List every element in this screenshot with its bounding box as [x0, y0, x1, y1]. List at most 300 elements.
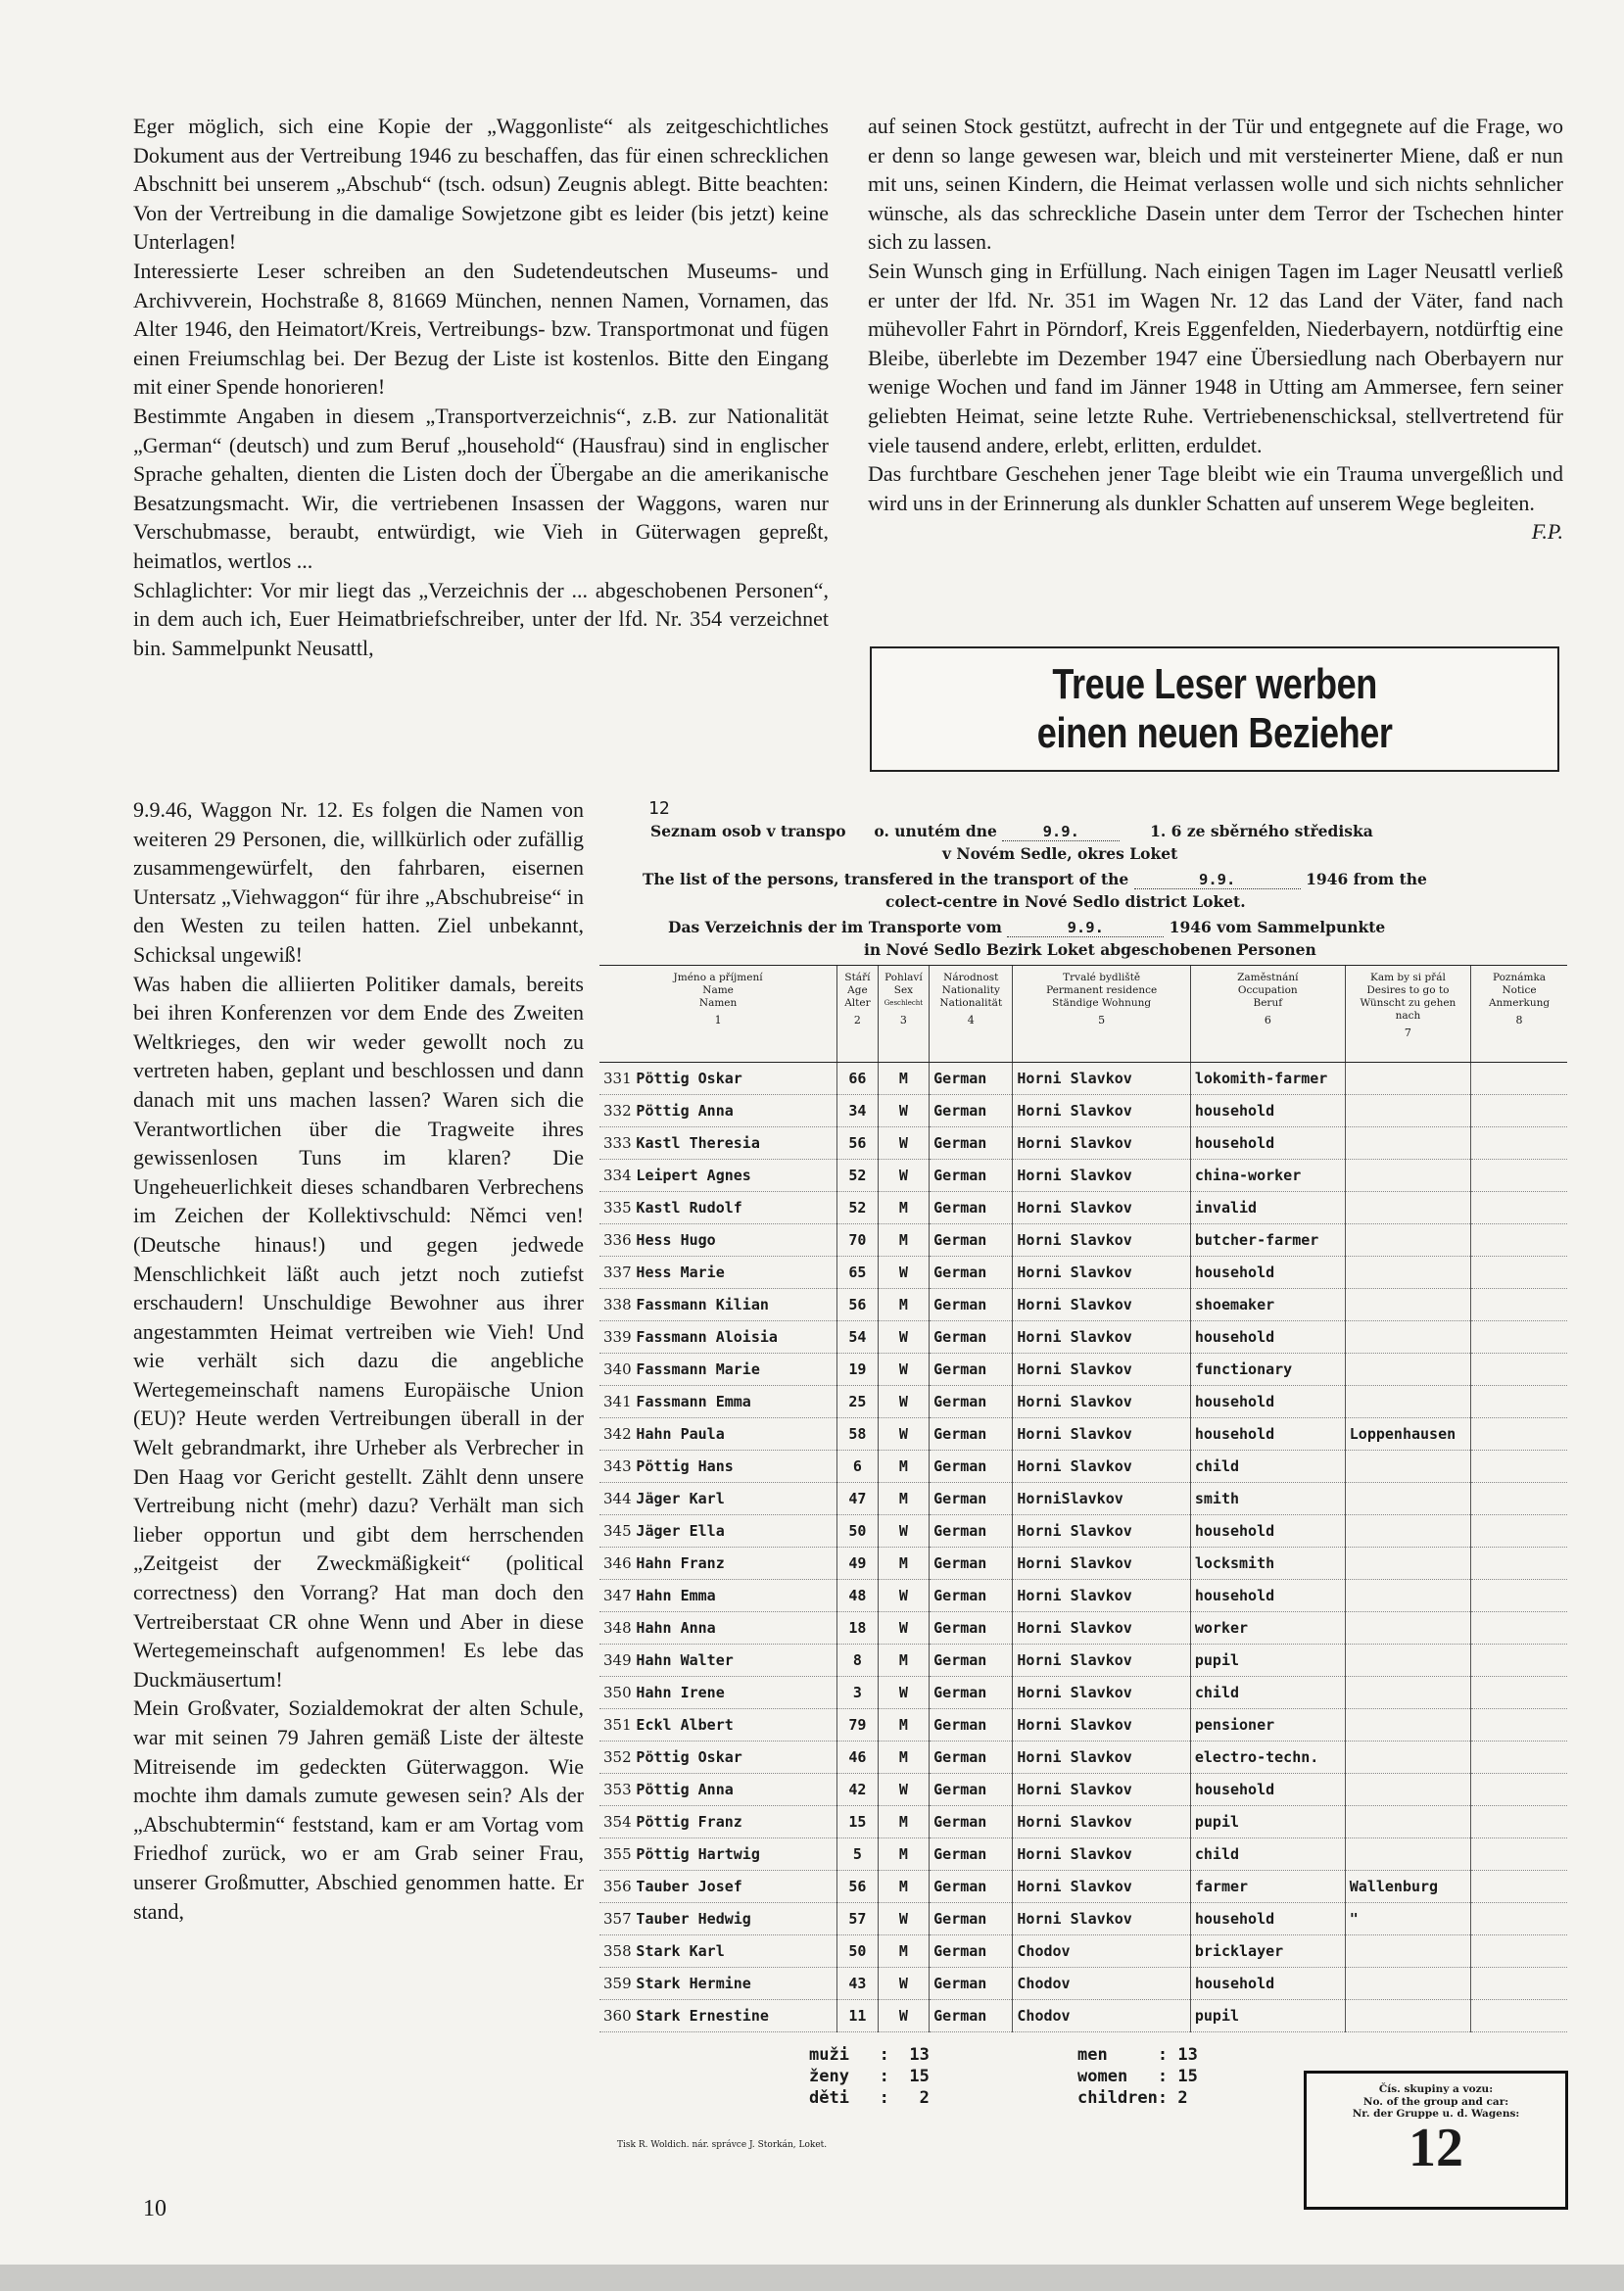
header-english-line2: colect-centre in Nové Sedlo district Loket.: [885, 892, 1246, 911]
article-column-right: [868, 112, 1563, 547]
paragraph: auf seinen Stock gestützt, aufrecht in der Tür und entgegnete auf die Frage, wo er denn so lange gewesen war, bleich und mit versteinerter Miene, daß er nun mit uns, seinen Kindern, die Heimat verlassen wolle und sich nichts sehnlicher wünsche, als das schreckliche Dasein unter dem Terror der Tschechen hinter sich zu lassen.: [868, 114, 1563, 255]
table-row: [599, 1483, 1567, 1515]
cell-name: [599, 1451, 837, 1483]
cell-occupation: household: [1190, 1968, 1345, 2000]
cell-residence: Horni Slavkov: [1013, 1580, 1190, 1612]
table-row: [599, 1063, 1567, 1095]
cell-age: 19: [837, 1354, 879, 1386]
table-row: [599, 1968, 1567, 2000]
cell-residence: Horni Slavkov: [1013, 1871, 1190, 1903]
cell-residence: Horni Slavkov: [1013, 1645, 1190, 1677]
cell-residence: Horni Slavkov: [1013, 1774, 1190, 1806]
cell-occupation: household: [1190, 1418, 1345, 1451]
column-header-notice: Poznámka Notice Anmerkung 8: [1471, 966, 1567, 1063]
table-row: [599, 1515, 1567, 1548]
wagon-number-top: 12: [648, 798, 670, 819]
cell-nationality: German: [930, 1968, 1013, 2000]
person-name: Hahn Emma: [636, 1587, 716, 1604]
table-row: [599, 1548, 1567, 1580]
cell-name: [599, 1548, 837, 1580]
person-name: Leipert Agnes: [636, 1167, 751, 1184]
row-number: 337: [603, 1264, 632, 1281]
promo-line-1: Treue Leser werben: [1052, 660, 1377, 708]
row-number: 342: [603, 1425, 632, 1443]
cell-residence: Horni Slavkov: [1013, 1063, 1190, 1095]
cell-residence: Horni Slavkov: [1013, 1127, 1190, 1160]
cell-residence: Horni Slavkov: [1013, 1321, 1190, 1354]
persons-table: [599, 965, 1567, 2032]
cell-residence: Horni Slavkov: [1013, 1612, 1190, 1645]
paragraph: 9.9.46, Waggon Nr. 12. Es folgen die Namen von weiteren 29 Personen, die, willkürlich oder zufällig zusammengewürfelt, den fahrbaren, eisernen Untersatz „Viehwaggon“ für ihre „Abschubreise“ in den Westen zu teilen hatten. Ziel unbekannt, Schicksal ungewiß!: [133, 797, 584, 967]
cell-notice: [1471, 1386, 1567, 1418]
cell-name: [599, 1580, 837, 1612]
cell-occupation: butcher-farmer: [1190, 1224, 1345, 1257]
table-row: [599, 1742, 1567, 1774]
cell-residence: Chodov: [1013, 1968, 1190, 2000]
cell-occupation: household: [1190, 1515, 1345, 1548]
cell-sex: W: [878, 1580, 929, 1612]
row-number: 360: [603, 2007, 632, 2025]
paragraph: Interessierte Leser schreiben an den Sudetendeutschen Museums- und Archivverein, Hochstraße 8, 81669 München, nennen Namen, Vornamen, das Alter 1946, den Heimatort/Kreis, Vertreibungs- bzw. Transportmonat und fügen einen Freiumschlag bei. Der Bezug der Liste ist kostenlos. Bitte den Eingang mit einer Spende honorieren!: [133, 258, 829, 400]
cell-age: 70: [837, 1224, 879, 1257]
cell-sex: M: [878, 1838, 929, 1871]
table-row: [599, 2000, 1567, 2032]
header-english: The list of the persons, transfered in the transport of the 9.9. 1946 from the: [643, 870, 1427, 888]
cell-notice: [1471, 1709, 1567, 1742]
cell-nationality: German: [930, 1127, 1013, 1160]
cell-sex: W: [878, 1127, 929, 1160]
cell-nationality: German: [930, 1192, 1013, 1224]
cell-notice: [1471, 1418, 1567, 1451]
cell-nationality: German: [930, 1774, 1013, 1806]
row-number: 349: [603, 1651, 632, 1669]
person-name: Hess Marie: [636, 1264, 725, 1281]
person-name: Pöttig Hans: [636, 1457, 734, 1475]
cell-age: 5: [837, 1838, 879, 1871]
cell-occupation: household: [1190, 1386, 1345, 1418]
table-row: [599, 1871, 1567, 1903]
cell-nationality: German: [930, 1838, 1013, 1871]
promo-box: [870, 646, 1559, 772]
paragraph: Was haben die alliierten Politiker damals, bereits bei ihren Konferenzen vor dem Ende des Zweiten Weltkrieges, den wir weder gewollt noch zu vertreten haben, geplant und beschlossen und dann danach mit uns machen lassen? Waren sich die Verantwortlichen über die Tragweite ihres gewissenlosen Tuns im klaren? Die Ungeheuerlichkeit dieses schandbaren Verbrechens im Zeichen der Kollektivschuld: Němci ven! (Deutsche hinaus!) und gegen jedwede Menschlichkeit läßt auch jetzt noch zutiefst erschaudern! Unschuldige Bewohner aus ihrer angestammten Heimat vertreiben wie Vieh! Und wie verhält sich dazu die angebliche Wertegemeinschaft namens Europäische Union (EU)? Heute werden Vertreibungen überall in der Welt gebrandmarkt, ihre Urheber als Verbrecher in Den Haag vor Gericht gestellt. Zählt denn unsere Vertreibung nicht (mehr) dazu? Verhält man sich lieber opportun und gibt dem herrschenden „Zeitgeist der Zweckmäßigkeit“ (political correctness) den Vorrang? Hat man doch den Vertreiberstaat CR ohne Wenn und Aber in diese Wertegemeinschaft aufgenommen! Es lebe das Duckmäusertum!: [133, 971, 584, 1692]
cell-nationality: German: [930, 1224, 1013, 1257]
table-row: [599, 1160, 1567, 1192]
cell-destination: [1345, 1515, 1470, 1548]
cell-age: 56: [837, 1871, 879, 1903]
person-name: Kastl Rudolf: [636, 1199, 742, 1217]
header-german-line2: in Nové Sedlo Bezirk Loket abgeschobenen Personen: [864, 940, 1316, 959]
row-number: 353: [603, 1781, 632, 1798]
cell-sex: W: [878, 1774, 929, 1806]
cell-age: 65: [837, 1257, 879, 1289]
cell-sex: W: [878, 1321, 929, 1354]
cell-destination: ": [1345, 1903, 1470, 1935]
cell-residence: Horni Slavkov: [1013, 1742, 1190, 1774]
cell-occupation: china-worker: [1190, 1160, 1345, 1192]
person-name: Pöttig Franz: [636, 1813, 742, 1831]
row-number: 343: [603, 1457, 632, 1475]
header-czech-line2: v Novém Sedle, okres Loket: [942, 844, 1178, 863]
cell-occupation: child: [1190, 1677, 1345, 1709]
cell-sex: W: [878, 2000, 929, 2032]
cell-residence: Horni Slavkov: [1013, 1548, 1190, 1580]
cell-notice: [1471, 1451, 1567, 1483]
cell-age: 15: [837, 1806, 879, 1838]
cell-notice: [1471, 1580, 1567, 1612]
paragraph: Schlaglichter: Vor mir liegt das „Verzeichnis der ... abgeschobenen Personen“, in dem auch ich, Euer Heimatbriefschreiber, unter der lfd. Nr. 354 verzeichnet bin. Sammelpunkt Neusattl,: [133, 577, 829, 660]
cell-destination: [1345, 1354, 1470, 1386]
cell-destination: [1345, 1709, 1470, 1742]
table-row: [599, 1935, 1567, 1968]
column-header-name: Jméno a příjmení Name Namen 1: [599, 966, 837, 1063]
table-row: [599, 1645, 1567, 1677]
article-column-left-narrow: [133, 795, 584, 1926]
cell-sex: M: [878, 1935, 929, 1968]
table-row: [599, 1386, 1567, 1418]
cell-notice: [1471, 1903, 1567, 1935]
cell-residence: Horni Slavkov: [1013, 1838, 1190, 1871]
row-number: 332: [603, 1102, 632, 1120]
cell-destination: Loppenhausen: [1345, 1418, 1470, 1451]
cell-notice: [1471, 1483, 1567, 1515]
cell-nationality: German: [930, 1612, 1013, 1645]
column-header-destination: Kam by si přál Desires to go to Wünscht zu gehen nach 7: [1345, 966, 1470, 1063]
cell-nationality: German: [930, 1515, 1013, 1548]
group-box-labels: Čís. skupiny a vozu: No. of the group and car: Nr. der Gruppe u. d. Wagens:: [1352, 2083, 1520, 2120]
cell-occupation: locksmith: [1190, 1548, 1345, 1580]
row-number: 340: [603, 1360, 632, 1378]
cell-sex: W: [878, 1257, 929, 1289]
cell-sex: M: [878, 1289, 929, 1321]
cell-occupation: household: [1190, 1095, 1345, 1127]
person-name: Fassmann Aloisia: [636, 1328, 778, 1346]
cell-age: 56: [837, 1127, 879, 1160]
cell-residence: Horni Slavkov: [1013, 1160, 1190, 1192]
person-name: Hahn Irene: [636, 1684, 725, 1701]
person-name: Fassmann Kilian: [636, 1296, 769, 1313]
cell-age: 3: [837, 1677, 879, 1709]
promo-line-2: einen neuen Bezieher: [1036, 709, 1393, 757]
cell-residence: Horni Slavkov: [1013, 1386, 1190, 1418]
column-header-occupation: Zaměstnání Occupation Beruf 6: [1190, 966, 1345, 1063]
cell-destination: [1345, 1095, 1470, 1127]
cell-occupation: household: [1190, 1321, 1345, 1354]
cell-destination: [1345, 1063, 1470, 1095]
cell-occupation: electro-techn.: [1190, 1742, 1345, 1774]
cell-name: [599, 2000, 837, 2032]
cell-name: [599, 1774, 837, 1806]
cell-age: 66: [837, 1063, 879, 1095]
person-name: Stark Ernestine: [636, 2007, 769, 2025]
cell-destination: Wallenburg: [1345, 1871, 1470, 1903]
cell-name: [599, 1742, 837, 1774]
cell-destination: [1345, 2000, 1470, 2032]
cell-nationality: German: [930, 2000, 1013, 2032]
cell-sex: M: [878, 1224, 929, 1257]
cell-age: 56: [837, 1289, 879, 1321]
row-number: 358: [603, 1942, 632, 1960]
cell-destination: [1345, 1483, 1470, 1515]
person-name: Pöttig Anna: [636, 1102, 734, 1120]
cell-notice: [1471, 1354, 1567, 1386]
cell-sex: W: [878, 1095, 929, 1127]
person-name: Hahn Walter: [636, 1651, 734, 1669]
row-number: 344: [603, 1490, 632, 1507]
cell-age: 52: [837, 1160, 879, 1192]
cell-occupation: household: [1190, 1903, 1345, 1935]
cell-residence: Horni Slavkov: [1013, 1515, 1190, 1548]
cell-destination: [1345, 1192, 1470, 1224]
paragraph: Sein Wunsch ging in Erfüllung. Nach einigen Tagen im Lager Neusattl verließ er unter der lfd. Nr. 351 im Wagen Nr. 12 das Land der Väter, fand nach mühevoller Fahrt in Pörndorf, Kreis Eggenfelden, Niederbayern, notdürftig eine Bleibe, überlebte im Dezember 1947 eine Übersiedlung nach Oberbayern nur wenige Wochen und fand im Jänner 1948 in Utting am Ammersee, fern seiner geliebten Heimat, seine letzte Ruhe. Vertriebenenschicksal, stellvertretend für viele tausend andere, erlebt, erlitten, erduldet.: [868, 258, 1563, 457]
cell-nationality: German: [930, 1257, 1013, 1289]
cell-destination: [1345, 1386, 1470, 1418]
cell-name: [599, 1645, 837, 1677]
cell-age: 8: [837, 1645, 879, 1677]
cell-name: [599, 1677, 837, 1709]
cell-name: [599, 1095, 837, 1127]
cell-age: 47: [837, 1483, 879, 1515]
header-german: Das Verzeichnis der im Transporte vom 9.9. 1946 vom Sammelpunkte: [668, 918, 1386, 936]
row-number: 348: [603, 1619, 632, 1637]
cell-sex: M: [878, 1483, 929, 1515]
person-name: Kastl Theresia: [636, 1134, 760, 1152]
table-row: [599, 1192, 1567, 1224]
cell-age: 58: [837, 1418, 879, 1451]
cell-nationality: German: [930, 1935, 1013, 1968]
cell-destination: [1345, 1257, 1470, 1289]
row-number: 355: [603, 1845, 632, 1863]
cell-nationality: German: [930, 1418, 1013, 1451]
cell-occupation: household: [1190, 1774, 1345, 1806]
cell-sex: W: [878, 1677, 929, 1709]
row-number: 357: [603, 1910, 632, 1928]
cell-age: 46: [837, 1742, 879, 1774]
cell-age: 11: [837, 2000, 879, 2032]
cell-residence: Horni Slavkov: [1013, 1677, 1190, 1709]
cell-notice: [1471, 1160, 1567, 1192]
cell-sex: M: [878, 1451, 929, 1483]
person-name: Pöttig Oskar: [636, 1070, 742, 1087]
cell-sex: M: [878, 1742, 929, 1774]
cell-notice: [1471, 1257, 1567, 1289]
table-row: [599, 1289, 1567, 1321]
cell-name: [599, 1386, 837, 1418]
person-name: Fassmann Marie: [636, 1360, 760, 1378]
person-name: Stark Hermine: [636, 1975, 751, 1992]
cell-destination: [1345, 1806, 1470, 1838]
cell-destination: [1345, 1127, 1470, 1160]
cell-residence: Horni Slavkov: [1013, 1709, 1190, 1742]
cell-notice: [1471, 1935, 1567, 1968]
table-row: [599, 1257, 1567, 1289]
cell-residence: Horni Slavkov: [1013, 1257, 1190, 1289]
cell-age: 34: [837, 1095, 879, 1127]
table-row: [599, 1451, 1567, 1483]
person-name: Hahn Franz: [636, 1554, 725, 1572]
row-number: 359: [603, 1975, 632, 1992]
person-name: Jäger Ella: [636, 1522, 725, 1540]
cell-residence: Horni Slavkov: [1013, 1354, 1190, 1386]
cell-age: 18: [837, 1612, 879, 1645]
table-row: [599, 1580, 1567, 1612]
cell-destination: [1345, 1321, 1470, 1354]
row-number: 339: [603, 1328, 632, 1346]
group-number-box: [1304, 2071, 1568, 2210]
cell-nationality: German: [930, 1548, 1013, 1580]
cell-notice: [1471, 1127, 1567, 1160]
cell-notice: [1471, 1192, 1567, 1224]
cell-name: [599, 1806, 837, 1838]
person-name: Tauber Josef: [636, 1878, 742, 1895]
cell-destination: [1345, 1645, 1470, 1677]
column-header-residence: Trvalé bydliště Permanent residence Ständige Wohnung 5: [1013, 966, 1190, 1063]
cell-sex: M: [878, 1709, 929, 1742]
cell-name: [599, 1709, 837, 1742]
cell-destination: [1345, 1774, 1470, 1806]
table-row: [599, 1612, 1567, 1645]
cell-occupation: worker: [1190, 1612, 1345, 1645]
cell-destination: [1345, 1548, 1470, 1580]
cell-nationality: German: [930, 1095, 1013, 1127]
persons-table-body: [599, 1063, 1567, 2032]
cell-notice: [1471, 1289, 1567, 1321]
cell-name: [599, 1289, 837, 1321]
cell-sex: M: [878, 1645, 929, 1677]
cell-name: [599, 1968, 837, 2000]
cell-age: 6: [837, 1451, 879, 1483]
cell-notice: [1471, 1645, 1567, 1677]
table-row: [599, 1224, 1567, 1257]
cell-nationality: German: [930, 1483, 1013, 1515]
totals-english: men : 13 women : 15 children: 2: [1077, 2045, 1198, 2108]
column-header-nationality: Národnost Nationality Nationalität 4: [930, 966, 1013, 1063]
transport-list-document: [588, 798, 1567, 2178]
row-number: 347: [603, 1587, 632, 1604]
cell-occupation: household: [1190, 1580, 1345, 1612]
cell-sex: M: [878, 1548, 929, 1580]
cell-notice: [1471, 1871, 1567, 1903]
cell-destination: [1345, 1677, 1470, 1709]
cell-notice: [1471, 1515, 1567, 1548]
group-number: 12: [1409, 2117, 1463, 2178]
cell-sex: W: [878, 1386, 929, 1418]
cell-sex: W: [878, 1354, 929, 1386]
cell-occupation: child: [1190, 1838, 1345, 1871]
person-name: Pöttig Anna: [636, 1781, 734, 1798]
person-name: Eckl Albert: [636, 1716, 734, 1734]
row-number: 356: [603, 1878, 632, 1895]
table-row: [599, 1418, 1567, 1451]
cell-name: [599, 1160, 837, 1192]
table-row: [599, 1806, 1567, 1838]
cell-age: 79: [837, 1709, 879, 1742]
cell-sex: W: [878, 1160, 929, 1192]
cell-name: [599, 1257, 837, 1289]
cell-notice: [1471, 1063, 1567, 1095]
paragraph: Mein Großvater, Sozialdemokrat der alten Schule, war mit seinen 79 Jahren gemäß Liste der älteste Mitreisende im gedeckten Güterwaggon. Wie mochte ihm damals zumute gewesen sein? Als der „Abschubtermin“ feststand, kam er am Vortag vom Friedhof zurück, wo er am Grab seiner Frau, unserer Großmutter, Abschied genommen hatte. Er stand,: [133, 1695, 584, 1924]
table-header-row: [599, 966, 1567, 1063]
cell-name: [599, 1321, 837, 1354]
cell-occupation: pupil: [1190, 1645, 1345, 1677]
cell-age: 48: [837, 1580, 879, 1612]
cell-nationality: German: [930, 1063, 1013, 1095]
cell-occupation: functionary: [1190, 1354, 1345, 1386]
cell-name: [599, 1935, 837, 1968]
row-number: 345: [603, 1522, 632, 1540]
cell-nationality: German: [930, 1354, 1013, 1386]
column-header-sex: Pohlaví Sex Geschlecht 3: [878, 966, 929, 1063]
person-name: Tauber Hedwig: [636, 1910, 751, 1928]
cell-name: [599, 1483, 837, 1515]
table-row: [599, 1127, 1567, 1160]
person-name: Hahn Paula: [636, 1425, 725, 1443]
person-name: Stark Karl: [636, 1942, 725, 1960]
cell-notice: [1471, 1321, 1567, 1354]
row-number: 341: [603, 1393, 632, 1410]
cell-name: [599, 1903, 837, 1935]
person-name: Pöttig Hartwig: [636, 1845, 760, 1863]
person-name: Hess Hugo: [636, 1231, 716, 1249]
cell-occupation: lokomith-farmer: [1190, 1063, 1345, 1095]
row-number: 346: [603, 1554, 632, 1572]
cell-nationality: German: [930, 1903, 1013, 1935]
cell-occupation: household: [1190, 1257, 1345, 1289]
cell-residence: Horni Slavkov: [1013, 1192, 1190, 1224]
cell-nationality: German: [930, 1580, 1013, 1612]
cell-destination: [1345, 1612, 1470, 1645]
column-header-age: Stáří Age Alter 2: [837, 966, 879, 1063]
paragraph: Bestimmte Angaben in diesem „Transportverzeichnis“, z.B. zur Nationalität „German“ (deutsch) und zum Beruf „household“ (Hausfrau) sind in englischer Sprache gehalten, dienten die Listen doch der Übergabe an die amerikanische Besatzungsmacht. Wir, die vertriebenen Insassen der Waggons, waren nur Verschubmasse, beraubt, entwürdigt, wie Vieh in Güterwagen gepreßt, heimatlos, wertlos ...: [133, 403, 829, 573]
row-number: 331: [603, 1070, 632, 1087]
cell-sex: M: [878, 1806, 929, 1838]
row-number: 336: [603, 1231, 632, 1249]
table-row: [599, 1677, 1567, 1709]
cell-residence: Horni Slavkov: [1013, 1806, 1190, 1838]
cell-sex: W: [878, 1968, 929, 2000]
cell-age: 43: [837, 1968, 879, 2000]
cell-sex: W: [878, 1515, 929, 1548]
cell-nationality: German: [930, 1742, 1013, 1774]
cell-residence: Chodov: [1013, 1935, 1190, 1968]
header-czech: Seznam osob v transpo o. unutém dne 9.9. 1. 6 ze sběrného střediska: [650, 822, 1373, 840]
cell-occupation: pupil: [1190, 2000, 1345, 2032]
table-row: [599, 1321, 1567, 1354]
cell-name: [599, 1871, 837, 1903]
cell-residence: Horni Slavkov: [1013, 1418, 1190, 1451]
cell-name: [599, 1063, 837, 1095]
cell-age: 57: [837, 1903, 879, 1935]
cell-notice: [1471, 1838, 1567, 1871]
person-name: Pöttig Oskar: [636, 1748, 742, 1766]
cell-occupation: shoemaker: [1190, 1289, 1345, 1321]
cell-destination: [1345, 1968, 1470, 2000]
cell-notice: [1471, 1612, 1567, 1645]
cell-destination: [1345, 1289, 1470, 1321]
cell-residence: Horni Slavkov: [1013, 1224, 1190, 1257]
row-number: 334: [603, 1167, 632, 1184]
cell-destination: [1345, 1224, 1470, 1257]
cell-residence: Horni Slavkov: [1013, 1289, 1190, 1321]
paragraph: Eger möglich, sich eine Kopie der „Waggonliste“ als zeitgeschichtliches Dokument aus der Vertreibung 1946 zu beschaffen, das für einen schrecklichen Abschnitt bei unserem „Abschub“ (tsch. odsun) Zeugnis ablegt. Bitte beachten: Von der Vertreibung in die damalige Sowjetzone gibt es leider (bis jetzt) keine Unterlagen!: [133, 114, 829, 255]
cell-name: [599, 1612, 837, 1645]
table-row: [599, 1354, 1567, 1386]
table-row: [599, 1709, 1567, 1742]
cell-notice: [1471, 1548, 1567, 1580]
cell-residence: Horni Slavkov: [1013, 1451, 1190, 1483]
cell-destination: [1345, 1451, 1470, 1483]
paragraph: Das furchtbare Geschehen jener Tage bleibt wie ein Trauma unvergeßlich und wird uns in der Erinnerung als dunkler Schatten auf unserem Wege begleiten.: [868, 461, 1563, 515]
cell-sex: M: [878, 1192, 929, 1224]
